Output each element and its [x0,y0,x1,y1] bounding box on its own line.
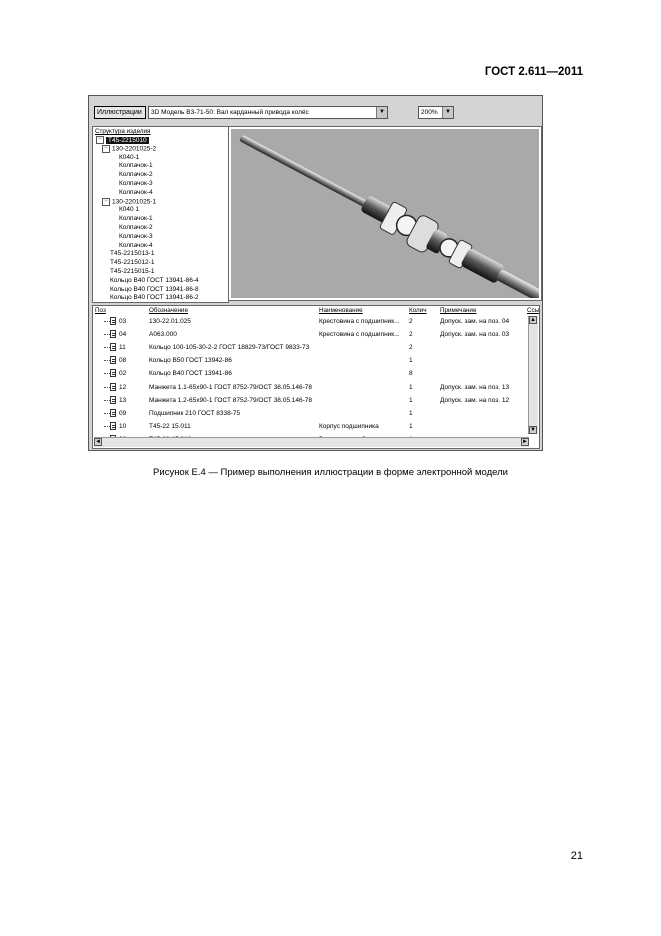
table-row[interactable] [93,367,529,380]
tree-toggle-icon[interactable]: − [102,198,110,206]
tree-item[interactable] [93,286,228,295]
tree-item[interactable] [93,180,228,189]
table-row[interactable] [93,394,529,407]
tree-body [93,136,228,303]
model-select-value: 3D Модель В3-71-50: Вал карданный привода колёс [151,109,309,116]
document-icon [110,317,116,325]
document-icon [110,369,116,377]
tree-item-label: Колпачок-3 [119,232,153,240]
cell-designation: Подшипник 210 ГОСТ 8338-75 [149,409,241,417]
cell-note: Допуск. зам. на поз. 12 [440,396,510,404]
document-header: ГОСТ 2.611—2011 [484,66,583,78]
scroll-up-icon[interactable]: ▲ [530,317,536,323]
column-header[interactable]: Ссы [527,307,540,314]
table-row[interactable] [93,407,529,420]
tree-item-label: Т45-2215013-1 [110,250,155,258]
tree-item-label: Т45-2215010 [108,136,147,144]
table-row[interactable] [93,341,529,354]
tree-item-label: Колпачок-1 [119,215,153,223]
document-icon [110,396,116,404]
tree-item[interactable] [93,145,228,154]
document-icon [110,356,116,364]
table-row[interactable] [93,328,529,341]
tree-toggle-icon[interactable]: − [96,136,104,144]
cell-designation: Т45-22 15.011 [149,422,191,430]
cell-name: Крестовина с подшипник... [319,331,400,339]
structure-tree [92,126,229,303]
page-number: 21 [570,850,583,862]
cell-designation: Манжета 1.2-65х90-1 ГОСТ 8752-79/ОСТ 38.05.146-78 [149,396,313,404]
cell-pos: 02 [119,370,127,378]
tree-item-label: Колпачок-3 [119,179,153,187]
cell-designation: Кольцо В50 ГОСТ 13942-86 [149,357,232,365]
tree-item-label: К040-1 [119,153,140,161]
cell-pos: 09 [119,409,127,417]
zoom-select[interactable] [418,106,454,119]
document-icon [110,422,116,430]
cell-pos: 13 [119,396,127,404]
tree-item-label: Колпачок-1 [119,162,153,170]
chevron-down-icon[interactable]: ▼ [376,107,387,118]
table-row[interactable] [93,315,529,328]
tree-item[interactable] [93,268,228,277]
cell-designation: А063.000 [149,331,177,339]
cell-name: Крестовина с подшипник... [319,318,400,325]
document-icon [110,409,116,417]
tree-item[interactable] [93,198,228,207]
scroll-down-icon[interactable]: ▼ [530,427,536,433]
table-row[interactable] [93,381,529,394]
chevron-down-icon[interactable]: ▼ [442,107,453,118]
column-header[interactable]: Обозначение [149,307,188,314]
cell-qty: 1 [409,396,413,404]
cell-pos: 11 [119,344,126,352]
illustrations-button[interactable]: Иллюстрации [94,106,146,119]
tree-item[interactable] [93,206,228,215]
vertical-scrollbar[interactable] [528,316,538,434]
cell-qty: 1 [409,357,413,365]
tree-item-label: Кольцо В40 ГОСТ 13941-86-8 [110,285,199,293]
tree-item[interactable] [93,136,228,145]
cell-qty: 2 [409,331,413,339]
tree-item-label: Т45-2215015-1 [110,267,155,275]
table-row[interactable] [93,420,529,433]
tree-item-label: 130-2201025-1 [112,198,157,206]
cell-note: Допуск. зам. на поз. 13 [440,383,510,391]
figure-caption: Рисунок Е.4 — Пример выполнения иллюстрации в форме электронной модели [153,467,508,478]
document-icon [110,330,116,338]
cell-pos: 03 [119,318,127,325]
tree-item-label: Колпачок-4 [119,241,153,249]
tree-item[interactable] [93,162,228,171]
cell-pos: 12 [119,383,127,391]
tree-item[interactable] [93,215,228,224]
tree-item[interactable] [93,294,228,303]
tree-item[interactable] [93,171,228,180]
tree-item[interactable] [93,277,228,286]
cell-qty: 2 [409,318,413,325]
tree-item-label: Кольцо В40 ГОСТ 13941-86-2 [110,294,199,302]
cell-name: Корпус подшипника [319,422,379,430]
tree-item-label: Кольцо В40 ГОСТ 13941-86-4 [110,276,199,284]
tree-item-label: Колпачок-4 [119,188,153,196]
scroll-left-icon[interactable]: ◄ [95,439,101,445]
tree-item[interactable] [93,233,228,242]
zoom-select-value: 200% [421,109,438,116]
cell-designation: Кольцо 100-105-30-2-2 ГОСТ 18829-73/ГОСТ 9833-73 [149,344,310,352]
tree-item[interactable] [93,154,228,163]
cell-pos: 10 [119,422,127,430]
document-icon [110,383,116,391]
column-header[interactable]: Примечание [440,307,477,314]
cell-note: Допуск. зам. на поз. 03 [440,331,510,339]
3d-viewport[interactable] [228,126,542,301]
tree-item[interactable] [93,259,228,268]
tree-item-label: К040 1 [119,206,140,214]
cell-pos: 04 [119,331,127,339]
cell-qty: 2 [409,344,413,352]
column-header[interactable]: Наименование [319,307,363,314]
cell-designation: 130-22.01.025 [149,318,191,325]
tree-item[interactable] [93,250,228,259]
tree-item[interactable] [93,189,228,198]
tree-title: Структура изделия [95,128,151,135]
document-icon [110,343,116,351]
cell-qty: 1 [409,409,413,417]
tree-item[interactable] [93,242,228,251]
cell-designation: Манжета 1.1-65х90-1 ГОСТ 8752-79/ОСТ 38.05.146-78 [149,383,313,391]
cell-pos: 08 [119,357,127,365]
column-header[interactable]: Поз [95,307,106,314]
toolbar [90,103,542,121]
tree-item[interactable] [93,224,228,233]
parts-table [92,305,540,449]
table-row[interactable] [93,354,529,367]
cell-qty: 1 [409,422,413,430]
tree-item-label: Колпачок-2 [119,223,153,231]
tree-item-label: Колпачок-2 [119,171,153,179]
tree-item-label: Т45-2215012-1 [110,259,155,267]
tree-toggle-icon[interactable]: − [102,145,110,153]
column-header[interactable]: Колич [409,307,427,314]
horizontal-scrollbar[interactable] [94,437,529,447]
tree-item-label: 130-2201025-2 [112,145,157,153]
scroll-right-icon[interactable]: ► [522,439,528,445]
cell-qty: 8 [409,370,413,378]
cell-designation: Кольцо В40 ГОСТ 13941-86 [149,370,232,378]
cardan-shaft-render [231,129,539,298]
model-select[interactable] [148,106,388,119]
cell-qty: 1 [409,383,413,391]
cell-note: Допуск. зам. на поз. 04 [440,318,510,325]
model-viewer-window [88,95,543,451]
